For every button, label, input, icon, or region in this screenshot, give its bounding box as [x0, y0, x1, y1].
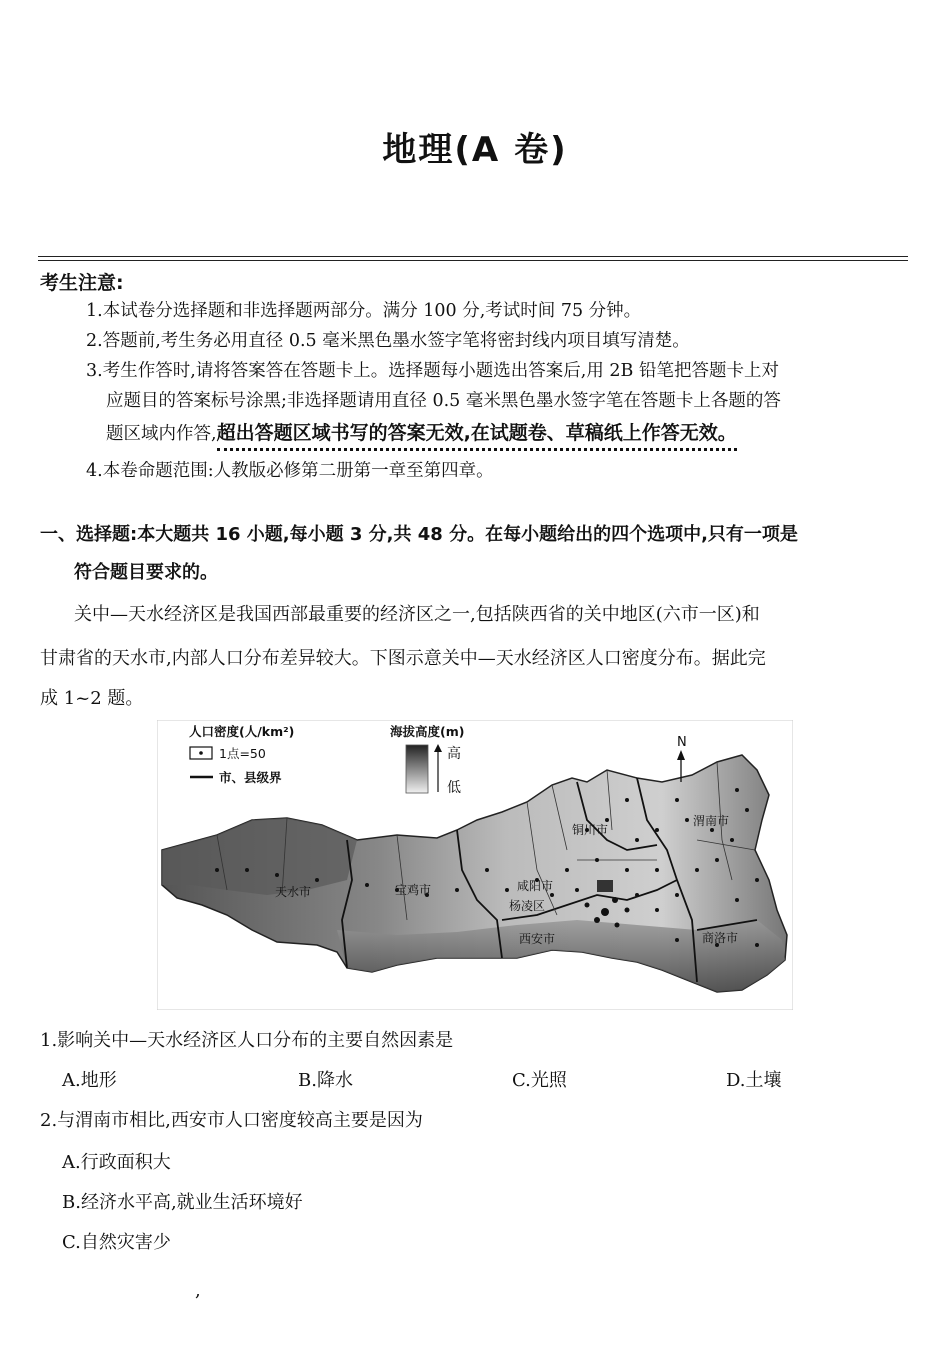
population-density-map: [157, 720, 793, 1010]
label-xian: 西安市: [519, 932, 556, 946]
label-xianyang: 咸阳市: [517, 879, 554, 893]
header-rule-bottom: [38, 260, 908, 261]
label-tianshui: 天水市: [275, 885, 312, 899]
passage-line-1: 关中—天水经济区是我国西部最重要的经济区之一,包括陕西省的关中地区(六市一区)和: [74, 604, 760, 625]
section-heading-line-2: 符合题目要求的。: [74, 562, 218, 583]
notice-heading: 考生注意:: [40, 272, 124, 294]
question-2-option-c[interactable]: C.自然灾害少: [62, 1232, 171, 1253]
notice-item-3-line-2: 应题目的答案标号涂黑;非选择题请用直径 0.5 毫米黑色墨水签字笔在答题卡上各题的答: [106, 391, 781, 411]
label-weinan: 渭南市: [693, 814, 730, 828]
notice-item-2: 2.答题前,考生务必用直径 0.5 毫米黑色墨水签字笔将密封线内项目填写清楚。: [86, 331, 690, 351]
xian-urban-area: [597, 880, 613, 892]
question-1-option-d[interactable]: D.土壤: [726, 1070, 782, 1091]
legend-high: 高: [447, 746, 461, 762]
legend-dot-value: 1点=50: [219, 746, 266, 761]
question-1-option-a[interactable]: A.地形: [62, 1070, 117, 1091]
question-2-option-a[interactable]: A.行政面积大: [62, 1152, 171, 1173]
stray-mark: ,: [195, 1280, 201, 1301]
legend-dot-icon: [199, 751, 203, 755]
notice-item-4: 4.本卷命题范围:人教版必修第二册第一章至第四章。: [86, 461, 494, 481]
legend-border-label: 市、县级界: [219, 770, 282, 785]
question-1-stem: 1.影响关中—天水经济区人口分布的主要自然因素是: [40, 1030, 454, 1051]
label-tongchuan: 铜川市: [572, 823, 609, 837]
label-shangluo: 商洛市: [702, 931, 739, 945]
question-2-stem: 2.与渭南市相比,西安市人口密度较高主要是因为: [40, 1110, 423, 1131]
north-label: N: [677, 735, 687, 750]
label-baoji: 宝鸡市: [395, 883, 432, 897]
legend-density-title: 人口密度(人/km²): [189, 724, 295, 739]
notice-item-1: 1.本试卷分选择题和非选择题两部分。满分 100 分,考试时间 75 分钟。: [86, 301, 642, 321]
notice-warning: 超出答题区域书写的答案无效,在试题卷、草稿纸上作答无效。: [217, 422, 737, 451]
exam-title: 地理(A 卷): [382, 130, 568, 170]
notice-item-3-line-3: [106, 420, 916, 447]
notice-item-3: 3.考生作答时,请将答案答在答题卡上。选择题每小题选出答案后,用 2B 铅笔把答题卡上对: [86, 361, 779, 381]
passage-line-2: 甘肃省的天水市,内部人口分布差异较大。下图示意关中—天水经济区人口密度分布。据此完: [40, 648, 766, 669]
label-yangling: 杨凌区: [509, 899, 546, 913]
legend-low: 低: [447, 780, 461, 796]
legend-elevation-bar: [406, 745, 428, 793]
passage-line-3: 成 1~2 题。: [40, 688, 144, 709]
header-rule-top: [38, 256, 908, 257]
legend-elevation-title: 海拔高度(m): [390, 724, 465, 739]
notice-item-3-plain: 题区域内作答,: [106, 424, 217, 444]
question-1-option-b[interactable]: B.降水: [298, 1070, 353, 1091]
question-2-option-b[interactable]: B.经济水平高,就业生活环境好: [62, 1192, 303, 1213]
question-1-option-c[interactable]: C.光照: [512, 1070, 567, 1091]
section-heading-line-1: 一、选择题:本大题共 16 小题,每小题 3 分,共 48 分。在每小题给出的四个选项中,只有一项是: [40, 524, 798, 545]
